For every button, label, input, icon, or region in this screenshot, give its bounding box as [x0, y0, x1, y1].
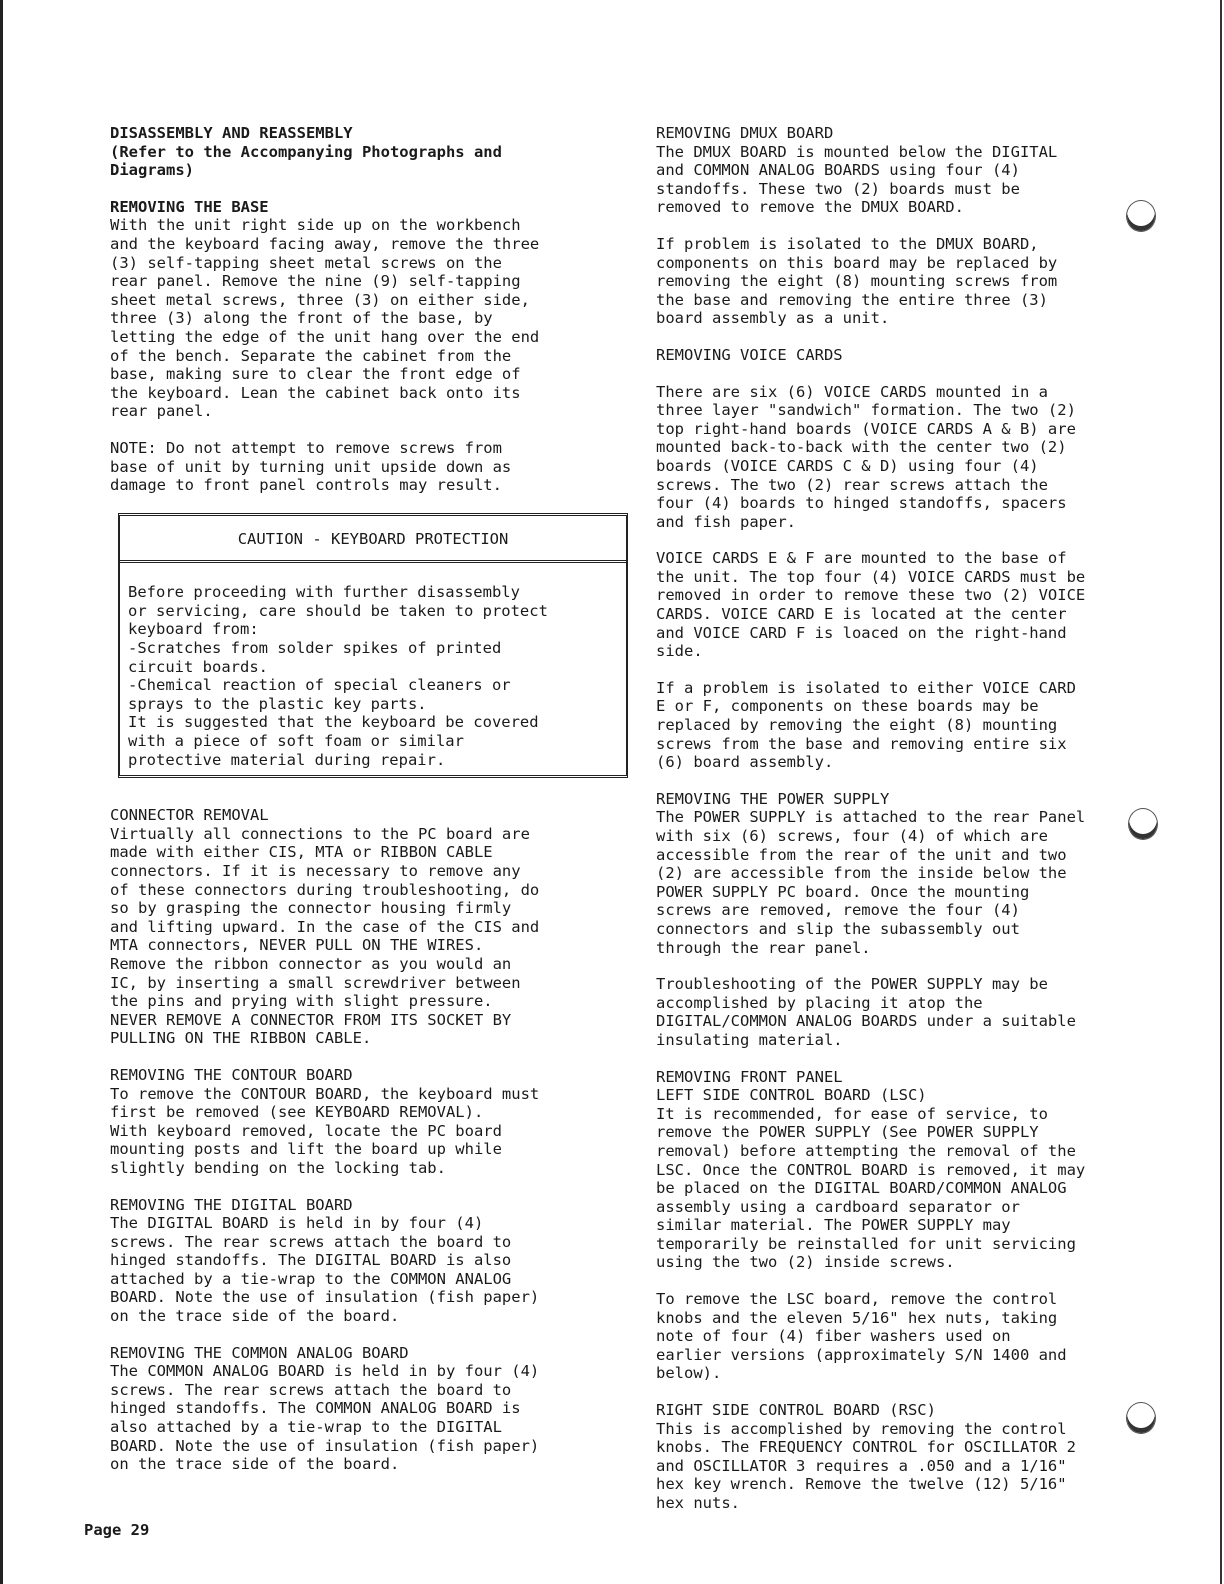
voice-heading: REMOVING VOICE CARDS — [656, 345, 843, 364]
base-heading: REMOVING THE BASE — [110, 197, 269, 216]
voice-text-2: VOICE CARDS E & F are mounted to the base of the unit. The top four (4) VOICE CARDS must be removed in order to remove these two (2) VOICE CARDS. VOICE CARD E is located at the center and VOICE CARD F is loaced on the right-hand side. — [656, 549, 1086, 661]
lsc-text: It is recommended, for ease of service, to remove the POWER SUPPLY (See POWER SUPPLY removal) before attempting the removal of the LSC. Once the CONTROL BOARD is removed, it may be placed on the DIGITAL BOARD/COMMON ANALOG assembly using a cardboard separator or similar material. The POWER SUPPLY may temporarily be reinstalled for unit servicing using the two (2) inside screws. — [656, 1104, 1086, 1272]
caution-title: CAUTION - KEYBOARD PROTECTION — [120, 516, 626, 564]
page-number: Page 29 — [84, 1521, 150, 1539]
digital-heading: REMOVING THE DIGITAL BOARD — [110, 1195, 353, 1214]
dmux-text-2: If problem is isolated to the DMUX BOARD, components on this board may be replaced by removing the eight (8) mounting screws from the base and removing the entire three (3) board assembly as a unit. — [656, 234, 1058, 328]
note-text: NOTE: Do not attempt to remove screws from base of unit by turning unit upside down as damage to front panel controls may result. — [110, 438, 512, 495]
power-text-2: Troubleshooting of the POWER SUPPLY may be accomplished by placing it atop the DIGITAL/COMMON ANALOG BOARDS under a suitable insulating material. — [656, 975, 1076, 1049]
common-analog-heading: REMOVING THE COMMON ANALOG BOARD — [110, 1343, 409, 1362]
voice-text-3: If a problem is isolated to either VOICE CARD E or F, components on these boards may be replaced by removing the eight (8) mounting screws from the base and removing entire six (6) board assembly. — [656, 678, 1076, 772]
caution-text: Before proceeding with further disassembly or servicing, care should be taken to protect keyboard from: -Scratches from solder spikes of printed circuit boards. -Chemical reaction of special cleaners or sprays to the plastic key parts. It is suggested that the keyboard be covered with a piece of soft foam or similar protective material during repair. — [128, 583, 548, 769]
front-panel-heading: REMOVING FRONT PANEL — [656, 1067, 843, 1086]
dmux-text: The DMUX BOARD is mounted below the DIGITAL and COMMON ANALOG BOARDS using four (4) standoffs. These two (2) boards must be removed to remove the DMUX BOARD. — [656, 142, 1058, 217]
digital-text: The DIGITAL BOARD is held in by four (4) screws. The rear screws attach the board to hinged standoffs. The DIGITAL BOARD is also attached by a tie-wrap to the COMMON ANALOG BOARD. Note the use of insulation (fish paper) on the trace side of the board. — [110, 1214, 540, 1326]
connector-heading: CONNECTOR REMOVAL — [110, 806, 269, 825]
punch-hole-icon — [1126, 1402, 1156, 1434]
contour-text: To remove the CONTOUR BOARD, the keyboard must first be removed (see KEYBOARD REMOVAL). With keyboard removed, locate the PC board mounting posts and lift the board up while slightly bending on the locking tab. — [110, 1084, 540, 1177]
right-column — [656, 124, 1176, 1531]
contour-heading: REMOVING THE CONTOUR BOARD — [110, 1065, 353, 1084]
page-edge-right — [1220, 0, 1222, 1584]
rsc-text: This is accomplished by removing the control knobs. The FREQUENCY CONTROL for OSCILLATOR 2 and OSCILLATOR 3 requires a .050 and a 1/16" hex key wrench. Remove the twelve (12) 5/16" hex nuts. — [656, 1419, 1076, 1512]
section-subtitle: (Refer to the Accompanying Photographs and Diagrams) — [110, 142, 502, 180]
voice-text: There are six (6) VOICE CARDS mounted in a three layer "sandwich" formation. The two (2) top right-hand boards (VOICE CARDS A & B) are mounted back-to-back with the center two (2) boards (VOICE CARDS C & D) using four (4) screws. The two (2) rear screws attach the four (4) boards to hinged standoffs, spacers and fish paper. — [656, 382, 1076, 531]
section-title: DISASSEMBLY AND REASSEMBLY — [110, 124, 353, 142]
punch-hole-icon — [1128, 808, 1158, 840]
lsc-heading: LEFT SIDE CONTROL BOARD (LSC) — [656, 1086, 927, 1105]
lsc-text-2: To remove the LSC board, remove the control knobs and the eleven 5/16" hex nuts, taking note of four (4) fiber washers used on earlier versions (approximately S/N 1400 and below). — [656, 1290, 1067, 1383]
caution-box — [118, 513, 628, 779]
page-edge-left — [0, 0, 3, 1584]
power-heading: REMOVING THE POWER SUPPLY — [656, 789, 890, 808]
rsc-heading: RIGHT SIDE CONTROL BOARD (RSC) — [656, 1401, 936, 1420]
common-analog-text: The COMMON ANALOG BOARD is held in by four (4) screws. The rear screws attach the board to hinged standoffs. The COMMON ANALOG BOARD is also attached by a tie-wrap to the DIGITAL BOARD. Note the use of insulation (fish paper) on the trace side of the board. — [110, 1362, 540, 1474]
left-column — [110, 124, 630, 1492]
dmux-heading: REMOVING DMUX BOARD — [656, 124, 834, 142]
base-text: With the unit right side up on the workbench and the keyboard facing away, remove the three (3) self-tapping sheet metal screws on the rear panel. Remove the nine (9) self-tapping sheet metal screws, three (3) on either side, three (3) along the front of the base, by letting the edge of the unit hang over the end of the bench. Separate the cabinet from the base, making sure to clear the front edge of the keyboard. Lean the cabinet back onto its rear panel. — [110, 216, 540, 421]
connector-text: Virtually all connections to the PC board are made with either CIS, MTA or RIBBON CABLE connectors. If it is necessary to remove any of these connectors during troubleshooting, do so by grasping the connector housing firmly and lifting upward. In the case of the CIS and MTA connectors, NEVER PULL ON THE WIRES. Remove the ribbon connector as you would an IC, by inserting a small screwdriver between the pins and prying with slight pressure. NEVER REMOVE A CONNECTOR FROM ITS SOCKET BY PULLING ON THE RIBBON CABLE. — [110, 824, 540, 1048]
power-text: The POWER SUPPLY is attached to the rear Panel with six (6) screws, four (4) of which are accessible from the rear of the unit and two (2) are accessible from the inside below the POWER SUPPLY PC board. Once the mounting screws are removed, remove the four (4) connectors and slip the subassembly out through the rear panel. — [656, 808, 1086, 957]
punch-hole-icon — [1126, 200, 1156, 232]
